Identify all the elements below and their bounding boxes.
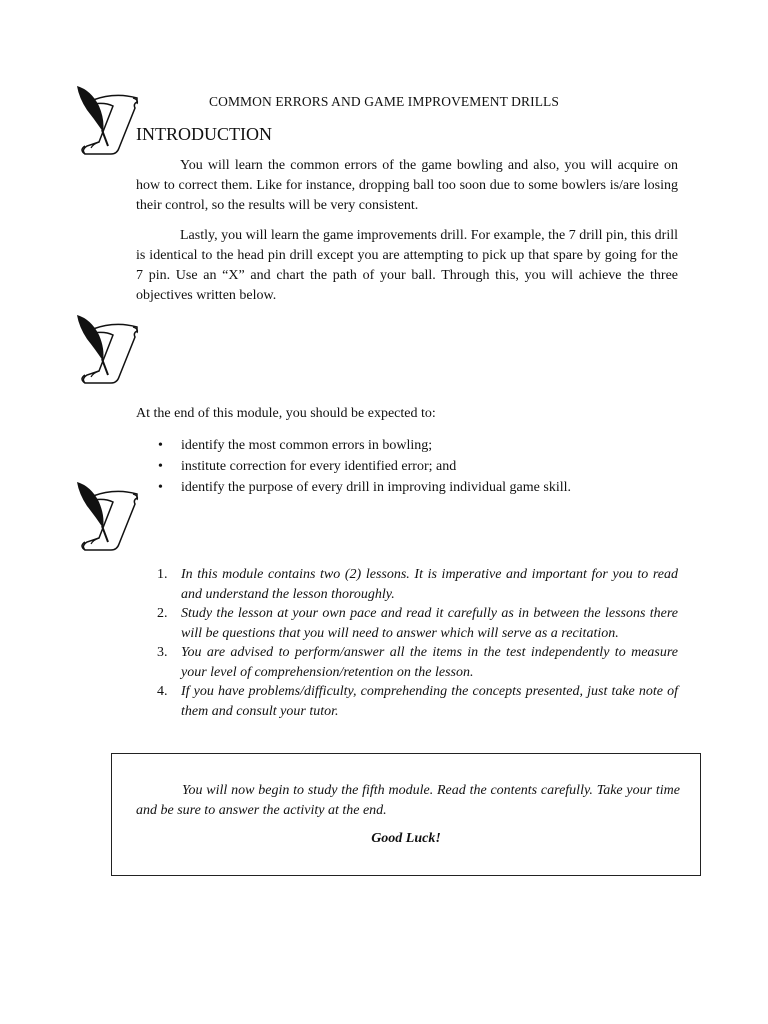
objectives-intro: At the end of this module, you should be expected to: <box>136 406 436 421</box>
document-title: COMMON ERRORS AND GAME IMPROVEMENT DRILLS <box>208 94 559 109</box>
introduction-heading: INTRODUCTION <box>136 124 272 144</box>
bullet-icon: • <box>158 459 163 474</box>
step-text: In this module contains two (2) lessons. It is imperative and important for you to read and understand the lesson thoroughly. <box>181 567 678 602</box>
bullet-icon: • <box>158 480 163 495</box>
step-number: 4. <box>157 684 168 699</box>
step-number: 2. <box>157 606 168 621</box>
objective-text: identify the purpose of every drill in improving individual game skill. <box>181 480 571 495</box>
step-text: You are advised to perform/answer all the items in the test independently to measure your level of comprehension/retention on the lesson. <box>181 645 678 680</box>
intro-paragraph-1: You will learn the common errors of the game bowling and also, you will acquire on how to correct them. Like for instance, dropping ball too soon due to some bowlers is/are losing their control, so the results will be very consistent. <box>136 158 678 213</box>
intro-paragraph-2: Lastly, you will learn the game improvements drill. For example, the 7 drill pin, this drill is identical to the head pin drill except you are attempting to pick up that spare by going for the 7 pin. Use an “X” and chart the path of your ball. Through this, you will achieve the three objectives written below. <box>136 228 678 303</box>
objective-text: institute correction for every identified error; and <box>181 459 457 474</box>
list-item <box>136 643 678 682</box>
step-text: Study the lesson at your own pace and read it carefully as in between the lessons there will be questions that you will need to answer which will serve as a recitation. <box>181 606 678 641</box>
good-luck-text: Good Luck! <box>371 831 441 846</box>
objectives-list <box>136 435 696 498</box>
step-number: 3. <box>157 645 168 660</box>
step-number: 1. <box>157 567 168 582</box>
list-item <box>136 435 696 456</box>
bullet-icon: • <box>158 438 163 453</box>
quill-scroll-icon <box>75 84 141 158</box>
list-item <box>136 477 696 498</box>
quill-scroll-icon <box>75 313 141 387</box>
list-item <box>136 604 678 643</box>
list-item <box>136 565 678 604</box>
list-item <box>136 456 696 477</box>
list-item <box>136 682 678 721</box>
note-text: You will now begin to study the fifth module. Read the contents carefully. Take your time and be sure to answer the activity at the end. <box>136 783 680 818</box>
instructions-list <box>136 565 678 721</box>
objective-text: identify the most common errors in bowling; <box>181 438 433 453</box>
step-text: If you have problems/difficulty, comprehending the concepts presented, just take note of them and consult your tutor. <box>181 684 678 719</box>
quill-scroll-icon <box>75 480 141 554</box>
note-box <box>111 753 701 876</box>
